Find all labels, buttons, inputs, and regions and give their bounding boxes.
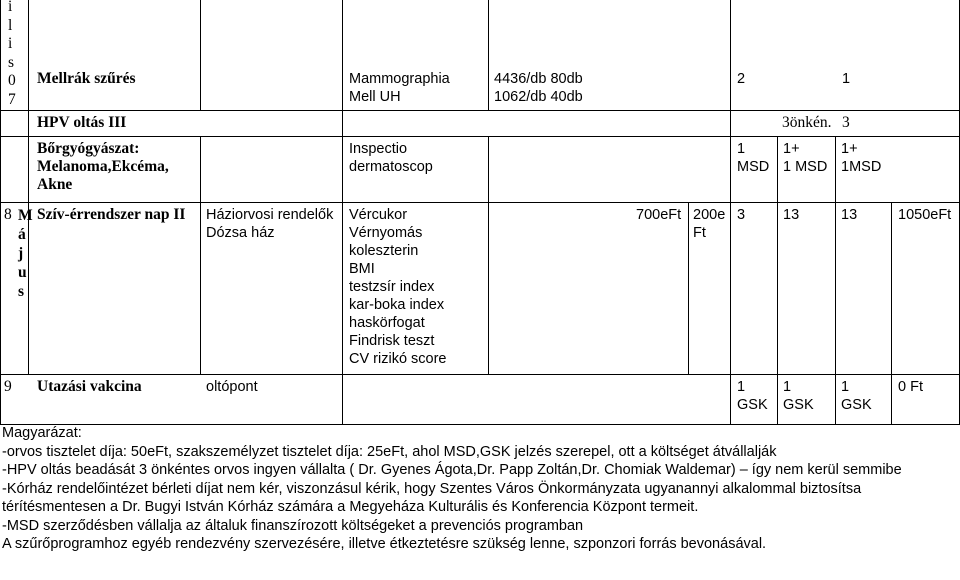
grid-line bbox=[28, 0, 29, 374]
count-travel-3: 1 GSK bbox=[841, 379, 872, 413]
note-hospital: -Kórház rendelőintézet bérleti díjat nem kér, viszonzásul kérik, hogy Szentes Város Önkormányzata ugyanannyi alkalommal biztosítsa térítésmentesen a Dr. Bugyi István Kórház számára a Megyeháza Kulturális és Konferencia Központ termeit. bbox=[2, 480, 862, 515]
grid-line bbox=[0, 202, 960, 203]
place-travel: oltópont bbox=[206, 379, 258, 395]
grid-line bbox=[688, 202, 689, 374]
grid-line bbox=[0, 0, 1, 202]
hpv-note: 3önkén. bbox=[782, 114, 832, 131]
vertical-letters-month: M á j u s bbox=[18, 207, 33, 300]
program-name-breast: Mellrák szűrés bbox=[37, 70, 136, 87]
exam-skin: Inspectio dermatoscop bbox=[349, 141, 433, 175]
hpv-number: 3 bbox=[842, 114, 850, 131]
grid-line bbox=[777, 136, 778, 424]
program-name-travel: Utazási vakcina bbox=[37, 378, 142, 395]
count-heart-3: 13 bbox=[841, 207, 858, 223]
count-skin-2: 1+ 1 MSD bbox=[783, 141, 828, 175]
note-msd: -MSD szerződésben vállalja az általuk finanszírozott költségeket a prevenciós programban bbox=[2, 517, 584, 534]
count-breast-1: 2 bbox=[737, 71, 746, 87]
fee-heart-1: 700eFt bbox=[636, 207, 682, 223]
grid-line bbox=[342, 0, 343, 424]
grid-line bbox=[0, 374, 1, 424]
grid-line bbox=[200, 0, 201, 110]
grid-line bbox=[488, 136, 489, 374]
price-breast: 4436/db 80db 1062/db 40db bbox=[494, 71, 583, 105]
grid-line bbox=[0, 136, 960, 137]
fee-heart-2: 200e Ft bbox=[693, 207, 726, 241]
exam-heart: Vércukor Vérnyomás koleszterin BMI testzsír index kar-boka index haskörfogat Findrisk teszt CV rizikó score bbox=[349, 207, 447, 367]
count-skin-3: 1+ 1MSD bbox=[841, 141, 882, 175]
grid-line bbox=[0, 202, 1, 374]
program-name-hpv: HPV oltás III bbox=[37, 114, 127, 131]
place-heart: Háziorvosi rendelők Dózsa ház bbox=[206, 207, 334, 241]
count-heart-1: 3 bbox=[737, 207, 746, 223]
row-number-9: 9 bbox=[4, 378, 12, 395]
grid-line bbox=[891, 202, 892, 424]
count-travel-2: 1 GSK bbox=[783, 379, 814, 413]
notes-title: Magyarázat: bbox=[2, 425, 82, 441]
count-skin-1: 1 MSD bbox=[737, 141, 770, 175]
grid-line bbox=[0, 110, 960, 111]
note-hpv: -HPV oltás beadását 3 önkéntes orvos ingyen vállalta ( Dr. Gyenes Ágota,Dr. Papp Zoltán,Dr. Chomiak Waldemar) – így nem kerül semmibe bbox=[2, 462, 902, 478]
grid-line bbox=[200, 136, 201, 374]
total-heart: 1050eFt bbox=[898, 207, 952, 223]
grid-line bbox=[488, 0, 489, 110]
row-number-8: 8 bbox=[4, 206, 12, 223]
total-travel: 0 Ft bbox=[898, 379, 923, 395]
count-heart-2: 13 bbox=[783, 207, 800, 223]
exam-breast: Mammographia Mell UH bbox=[349, 71, 450, 105]
grid-line bbox=[730, 0, 731, 424]
notes-section bbox=[2, 424, 957, 554]
count-breast-2: 1 bbox=[842, 71, 851, 87]
program-name-skin: Bőrgyógyászat: Melanoma,Ekcéma, Akne bbox=[37, 140, 169, 193]
program-name-heart: Szív-érrendszer nap II bbox=[37, 206, 186, 223]
note-fees: -orvos tisztelet díja: 50eFt, szakszemélyzet tisztelet díja: 25eFt, ahol MSD,GSK jelzés szerepel, ott a költséget átvállalják bbox=[2, 443, 777, 460]
count-travel-1: 1 GSK bbox=[737, 379, 768, 413]
vertical-letters-top: i l i s 0 7 bbox=[8, 0, 16, 108]
grid-line bbox=[0, 374, 960, 375]
note-sponsor: A szűrőprogramhoz egyéb rendezvény szervezésére, illetve étkeztetésre szükség lenne, szponzori forrás bevonásával. bbox=[2, 536, 767, 552]
grid-line bbox=[835, 136, 836, 424]
